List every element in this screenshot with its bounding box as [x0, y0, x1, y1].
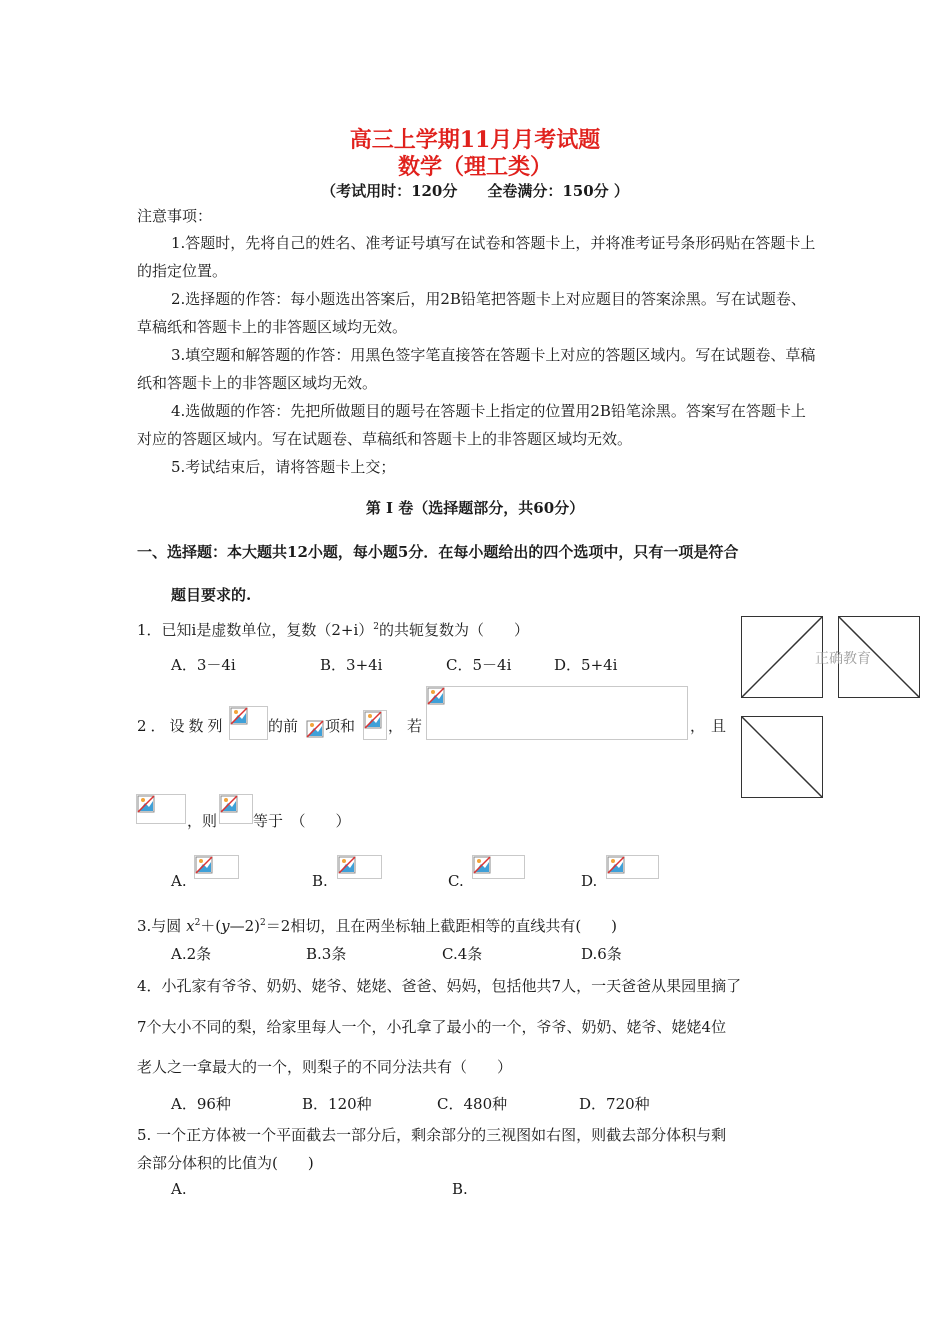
- formula-image-condition: [426, 686, 688, 740]
- q5-option-a: A.: [171, 1180, 187, 1198]
- question-4-line-3: 老人之一拿最大的一个，则梨子的不同分法共有（ ）: [137, 1058, 513, 1076]
- q2-option-d-image: [606, 855, 659, 879]
- q2-text-7: 等于 （ ）: [253, 812, 351, 830]
- question-1-stem: 1．已知i是虚数单位，复数$(2+i)^2$的共轭复数为（ ）: [137, 621, 530, 639]
- section-heading-line1: 一、选择题：本大题共12小题，每小题5分．在每小题给出的四个选项中，只有一项是符合: [137, 543, 739, 561]
- section-heading-line2: 题目要求的.: [171, 586, 252, 604]
- q1-option-a: A．3－4i: [171, 656, 236, 674]
- broken-image-icon: [364, 711, 382, 729]
- q4-option-b: B．120种: [302, 1095, 372, 1113]
- q4-option-a: A．96种: [171, 1095, 231, 1113]
- q2-text-4: ，若: [388, 717, 427, 735]
- formula-image-sn: [363, 710, 387, 740]
- formula-image-an: [229, 706, 268, 740]
- front-view-figure: [741, 616, 823, 698]
- q5-option-b: B.: [452, 1180, 468, 1198]
- q4-option-c: C．480种: [437, 1095, 508, 1113]
- broken-image-icon: [306, 720, 324, 738]
- q2-option-b: B.: [312, 872, 328, 890]
- q2-text-3: 项和: [325, 717, 356, 735]
- q3-option-a: A.2条: [171, 945, 212, 963]
- exam-info: （考试用时：120分 全卷满分：150分 ）: [321, 182, 629, 200]
- broken-image-icon: [220, 795, 238, 813]
- q2-option-c: C.: [448, 872, 464, 890]
- question-4-line-1: 4．小孔家有爷爷、奶奶、姥爷、姥姥、爸爸、妈妈，包括他共7人，一天爸爸从果园里摘了: [137, 977, 742, 995]
- question-3-stem: 3.与圆 $x^2+(y—2)^2=2$相切，且在两坐标轴上截距相等的直线共有( ): [137, 917, 618, 935]
- q1-option-d: D．5+4i: [554, 656, 618, 674]
- exam-title: 高三上学期11月月考试题: [349, 127, 601, 153]
- exam-subject: 数学（理工类）: [397, 154, 552, 180]
- q2-option-a: A.: [171, 872, 187, 890]
- q1-option-b: B．3+4i: [320, 656, 383, 674]
- q2-text-2: 的前: [268, 717, 299, 735]
- broken-image-icon: [427, 687, 445, 705]
- question-5-line-2: 余部分体积的比值为( ): [137, 1154, 314, 1172]
- part1-heading: 第 I 卷（选择题部分，共60分）: [365, 499, 585, 517]
- top-view-figure: [741, 716, 823, 798]
- notice-item-3: 3.填空题和解答题的作答：用黑色签字笔直接答在答题卡上对应的答题区域内。写在试题卷、草稿纸和答题卡上的非答题区域均无效。: [137, 346, 816, 392]
- q2-option-c-image: [472, 855, 525, 879]
- question-5-line-1: 5. 一个正方体被一个平面截去一部分后，剩余部分的三视图如右图，则截去部分体积与剩: [137, 1126, 727, 1144]
- formula-image-a1: [136, 794, 186, 824]
- q3-option-d: D.6条: [581, 945, 622, 963]
- q1-option-c: C．5－4i: [446, 656, 512, 674]
- notice-item-5: 5.考试结束后，请将答题卡上交；: [171, 458, 396, 476]
- q3-option-c: C.4条: [442, 945, 483, 963]
- q2-option-b-image: [337, 855, 382, 879]
- notice-item-1: 1.答题时，先将自己的姓名、准考证号填写在试卷和答题卡上，并将准考证号条形码贴在答题卡上的指定位置。: [137, 234, 816, 280]
- q2-option-a-image: [194, 855, 239, 879]
- q2-text-1: 2．设数列: [137, 717, 227, 735]
- broken-image-icon: [230, 707, 248, 725]
- broken-image-icon: [473, 856, 491, 874]
- q2-option-d: D.: [581, 872, 598, 890]
- formula-image-n: [306, 720, 324, 738]
- broken-image-icon: [137, 795, 155, 813]
- broken-image-icon: [607, 856, 625, 874]
- notice-item-4: 4.选做题的作答：先把所做题目的题号在答题卡上指定的位置用2B铅笔涂黑。答案写在答题卡上对应的答题区域内。写在试题卷、草稿纸和答题卡上的非答题区域均无效。: [137, 402, 806, 448]
- notice-heading: 注意事项：: [137, 207, 213, 225]
- formula-image-target: [219, 794, 253, 824]
- notice-item-2: 2.选择题的作答：每小题选出答案后，用2B铅笔把答题卡上对应题目的答案涂黑。写在试题卷、草稿纸和答题卡上的非答题区域均无效。: [137, 290, 806, 336]
- q2-text-5: ，且: [690, 717, 733, 735]
- question-4-line-2: 7个大小不同的梨，给家里每人一个，小孔拿了最小的一个，爷爷、奶奶、姥爷、姥姥4位: [137, 1018, 727, 1036]
- q3-option-b: B.3条: [306, 945, 347, 963]
- broken-image-icon: [338, 856, 356, 874]
- q4-option-d: D．720种: [579, 1095, 650, 1113]
- watermark: 正确教育: [815, 651, 871, 667]
- q2-text-6: ，则: [187, 812, 218, 830]
- broken-image-icon: [195, 856, 213, 874]
